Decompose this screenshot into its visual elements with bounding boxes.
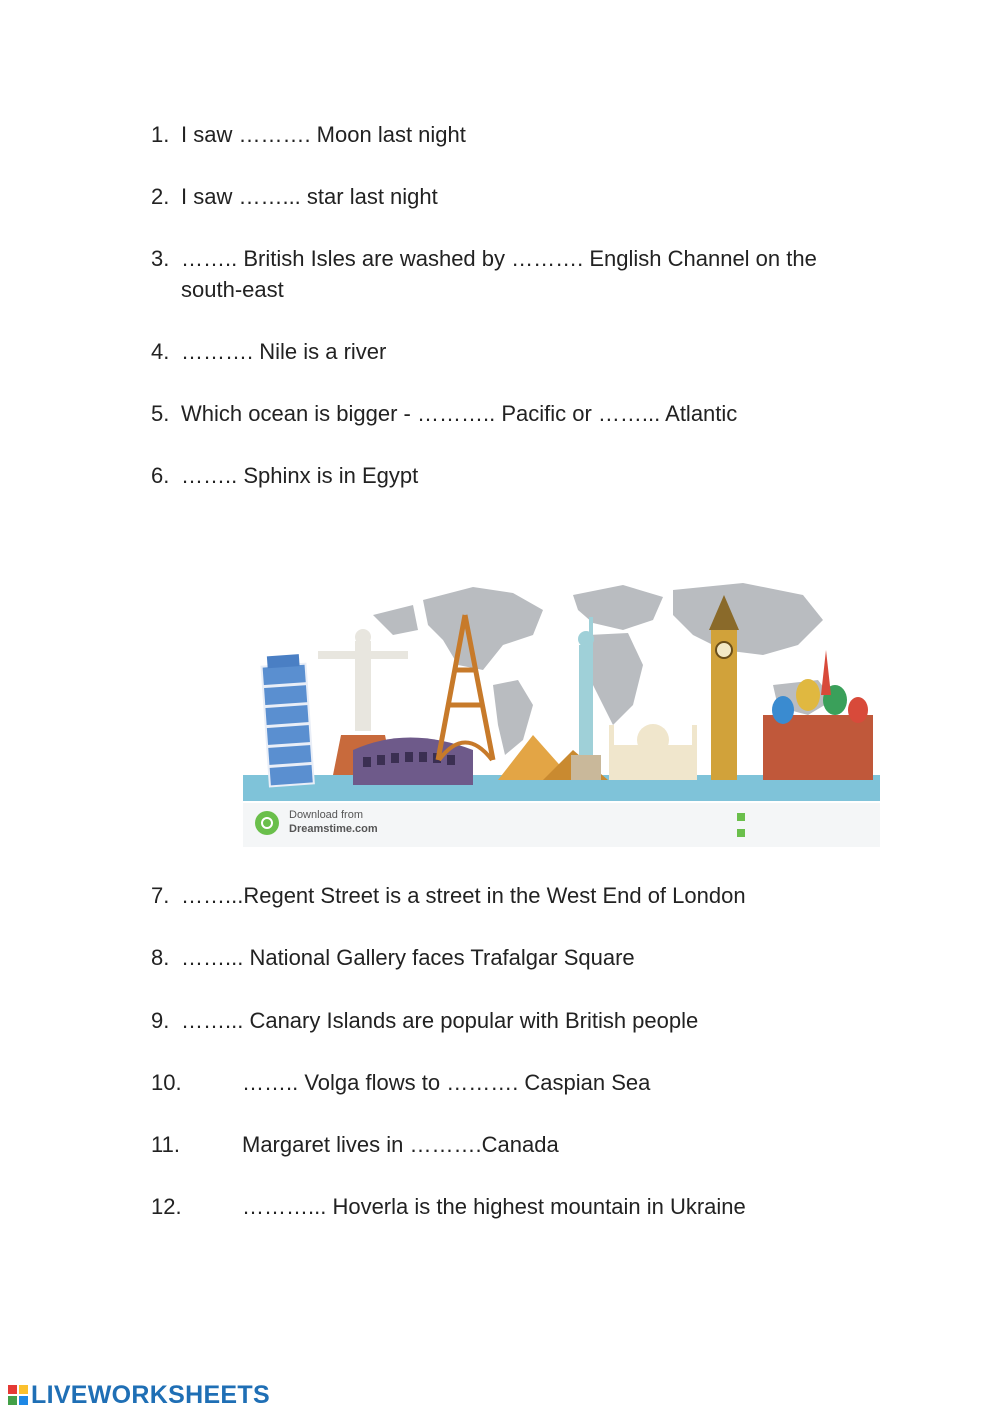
landmarks-svg (243, 575, 880, 847)
question-number: 11. (151, 1132, 180, 1157)
question-text: ………... Hoverla is the highest mountain in Ukraine (242, 1194, 746, 1219)
question-4 (151, 336, 881, 367)
question-text: Margaret lives in ……….Canada (242, 1132, 559, 1157)
question-11 (151, 1129, 881, 1160)
question-6 (151, 460, 881, 491)
question-number: 6. (151, 463, 170, 488)
watermark-line-2: Dreamstime.com (289, 823, 378, 835)
question-7 (151, 880, 881, 911)
question-number: 7. (151, 883, 170, 908)
question-text: …….. Volga flows to ………. Caspian Sea (242, 1070, 651, 1095)
liveworksheets-footer (8, 1381, 270, 1409)
question-number: 4. (151, 339, 170, 364)
question-text: ……... National Gallery faces Trafalgar Square (181, 945, 635, 970)
question-text: I saw ……... star last night (181, 184, 438, 209)
question-text: ………. Nile is a river (181, 339, 387, 364)
question-9 (151, 1005, 881, 1036)
brand-name: LIVEWORKSHEETS (31, 1380, 270, 1409)
question-text: …….. British Isles are washed by ………. English Channel on the south-east (181, 246, 817, 302)
question-number: 2. (151, 184, 170, 209)
question-number: 10. (151, 1070, 182, 1095)
question-3 (151, 243, 881, 305)
taj-mahal (609, 724, 697, 780)
question-10 (151, 1067, 881, 1098)
question-number: 5. (151, 401, 170, 426)
question-text: …….. Sphinx is in Egypt (181, 463, 419, 488)
world-landmarks-illustration (243, 575, 880, 847)
question-number: 12. (151, 1194, 182, 1219)
leaning-tower (261, 654, 314, 787)
dreamstime-logo-icon (255, 811, 279, 835)
question-text: ……...Regent Street is a street in the West End of London (181, 883, 746, 908)
question-text: Which ocean is bigger - ……….. Pacific or ……... Atlantic (181, 401, 738, 426)
question-number: 3. (151, 246, 170, 271)
question-5 (151, 398, 881, 429)
big-ben (709, 595, 739, 780)
liveworksheets-logo-icon (8, 1385, 28, 1405)
st-basils-cathedral (763, 650, 873, 780)
question-8 (151, 942, 881, 973)
watermark-line-1: Download from (289, 809, 363, 821)
question-text: I saw ………. Moon last night (181, 122, 466, 147)
question-1 (151, 119, 881, 150)
question-2 (151, 181, 881, 212)
question-number: 9. (151, 1008, 170, 1033)
question-12 (151, 1191, 881, 1222)
question-text: ……... Canary Islands are popular with British people (181, 1008, 699, 1033)
question-number: 8. (151, 945, 170, 970)
question-number: 1. (151, 122, 170, 147)
